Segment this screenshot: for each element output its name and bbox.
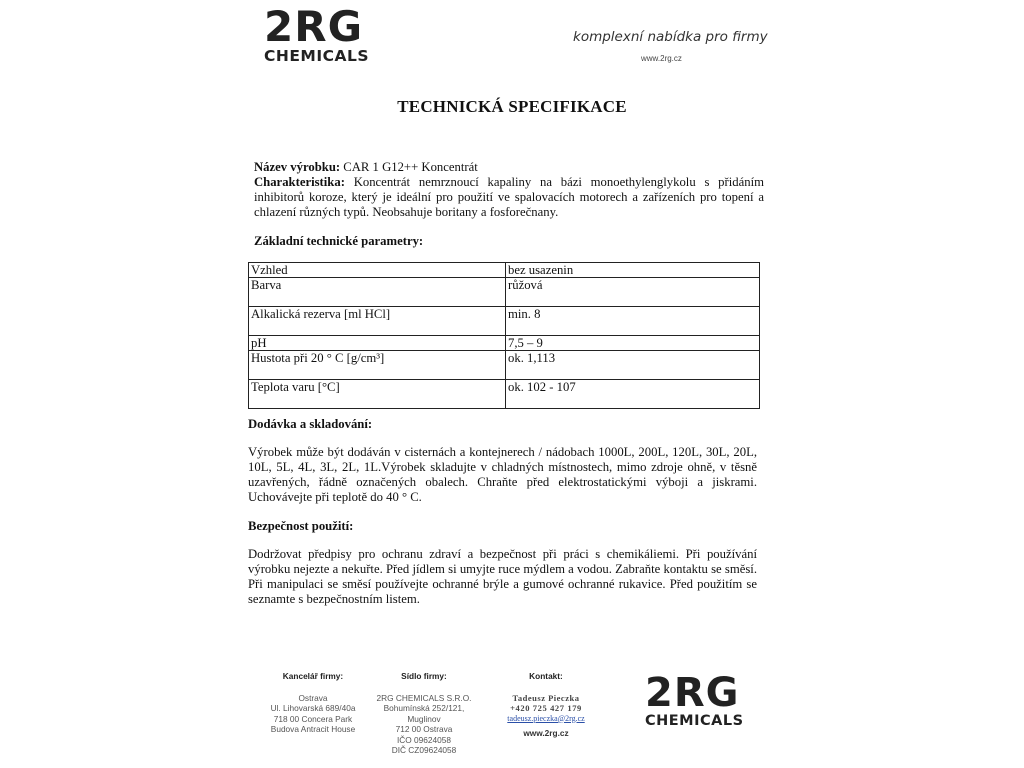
- param-value: min. 8: [506, 307, 760, 336]
- param-name: Teplota varu [°C]: [249, 380, 506, 409]
- param-name: Alkalická rezerva [ml HCl]: [249, 307, 506, 336]
- footer-office-heading: Kancelář firmy:: [282, 671, 344, 681]
- contact-web-link[interactable]: www.2rg.cz: [523, 728, 569, 738]
- contact-email-link[interactable]: tadeusz.pieczka@2rg.cz: [507, 713, 585, 723]
- params-table: [248, 262, 760, 409]
- characteristics-value: Koncentrát nemrznoucí kapaliny na bázi monoethylenglykolu s přidáním inhibitorů koroze, který je ideální pro použití ve spalovacích motorech a zařízeních pro topení a chlazení různých typů. Neobsahuje boritany a fosforečnany.: [254, 175, 764, 219]
- footer-logo: [645, 670, 744, 729]
- safety-text: Dodržovat předpisy pro ochranu zdraví a bezpečnost při práci s chemikáliemi. Při používání výrobku nejezte a nekuřte. Před jídlem si umyjte ruce mýdlem a vodou. Zabraňte kontaktu se směsí. Při manipulaci se směsí používejte ochranné brýle a gumové ochranné rukavice. Před použitím se seznamte s bezpečnostním listem.: [248, 547, 757, 606]
- product-label: Název výrobku:: [254, 160, 341, 174]
- logo-text-2rg: 2RG: [264, 2, 364, 51]
- footer-contact: [500, 671, 592, 739]
- contact-phone[interactable]: +420 725 427 179: [510, 703, 582, 713]
- company-logo: [264, 2, 370, 65]
- table-row: [249, 278, 760, 307]
- page-title: TECHNICKÁ SPECIFIKACE: [397, 97, 627, 116]
- param-name: Vzhled: [249, 263, 506, 278]
- params-heading: Základní technické parametry:: [254, 234, 424, 248]
- footer-office-line: Ostrava: [298, 692, 328, 703]
- footer-office-line: 718 00 Concera Park: [273, 713, 353, 724]
- characteristics: [254, 175, 764, 220]
- tagline: komplexní nabídka pro firmy: [573, 29, 768, 45]
- param-value: bez usazenin: [506, 263, 760, 278]
- footer-seat: [368, 671, 480, 756]
- footer-office-line: Ul. Lihovarská 689/40a: [270, 703, 356, 713]
- safety-heading: Bezpečnost použití:: [248, 519, 354, 533]
- param-value: 7,5 – 9: [506, 336, 760, 351]
- table-row: [249, 263, 760, 278]
- table-row: [249, 380, 760, 409]
- footer-seat-line: 712 00 Ostrava: [395, 724, 453, 734]
- characteristics-label: Charakteristika:: [254, 175, 345, 189]
- footer-office: [258, 671, 368, 735]
- footer-seat-line: Bohumínská 252/121, Muglinov: [383, 703, 465, 724]
- product-name: [254, 160, 764, 175]
- param-value: růžová: [506, 278, 760, 307]
- table-row: [249, 307, 760, 336]
- param-value: ok. 1,113: [506, 351, 760, 380]
- contact-name: Tadeusz Pieczka: [512, 692, 580, 703]
- param-name: pH: [249, 336, 506, 351]
- logo-text-chemicals: CHEMICALS: [264, 47, 370, 65]
- param-name: Hustota při 20 ° C [g/cm³]: [249, 351, 506, 380]
- footer-logo-text-chemicals: CHEMICALS: [645, 713, 744, 729]
- footer-seat-line: DIČ CZ09624058: [391, 745, 457, 755]
- table-row: [249, 336, 760, 351]
- header-url: www.2rg.cz: [641, 54, 682, 63]
- footer-seat-heading: Sídlo firmy:: [401, 671, 447, 681]
- table-row: [249, 351, 760, 380]
- delivery-heading: Dodávka a skladování:: [248, 417, 373, 431]
- footer-seat-line: IČO 09624058: [397, 734, 451, 745]
- product-value: CAR 1 G12++ Koncentrát: [340, 160, 478, 174]
- param-name: Barva: [249, 278, 506, 307]
- param-value: ok. 102 - 107: [506, 380, 760, 409]
- delivery-text: Výrobek může být dodáván v cisternách a kontejnerech / nádobach 1000L, 200L, 120L, 30L, 20L, 10L, 5L, 4L, 3L, 2L, 1L.Výrobek skladujte v chladných místnostech, mimo zdroje ohně, v těsně uzavřených, řádně označených obalech. Chraňte před elektrostatickými výboji a jiskrami. Uchovávejte při teplotě do 40 ° C.: [248, 445, 757, 504]
- footer-contact-heading: Kontakt:: [529, 671, 563, 681]
- footer-logo-text-2rg: 2RG: [645, 670, 740, 716]
- footer-office-line: Budova Antracit House: [270, 724, 356, 734]
- footer-seat-line: 2RG CHEMICALS S.R.O.: [376, 692, 472, 703]
